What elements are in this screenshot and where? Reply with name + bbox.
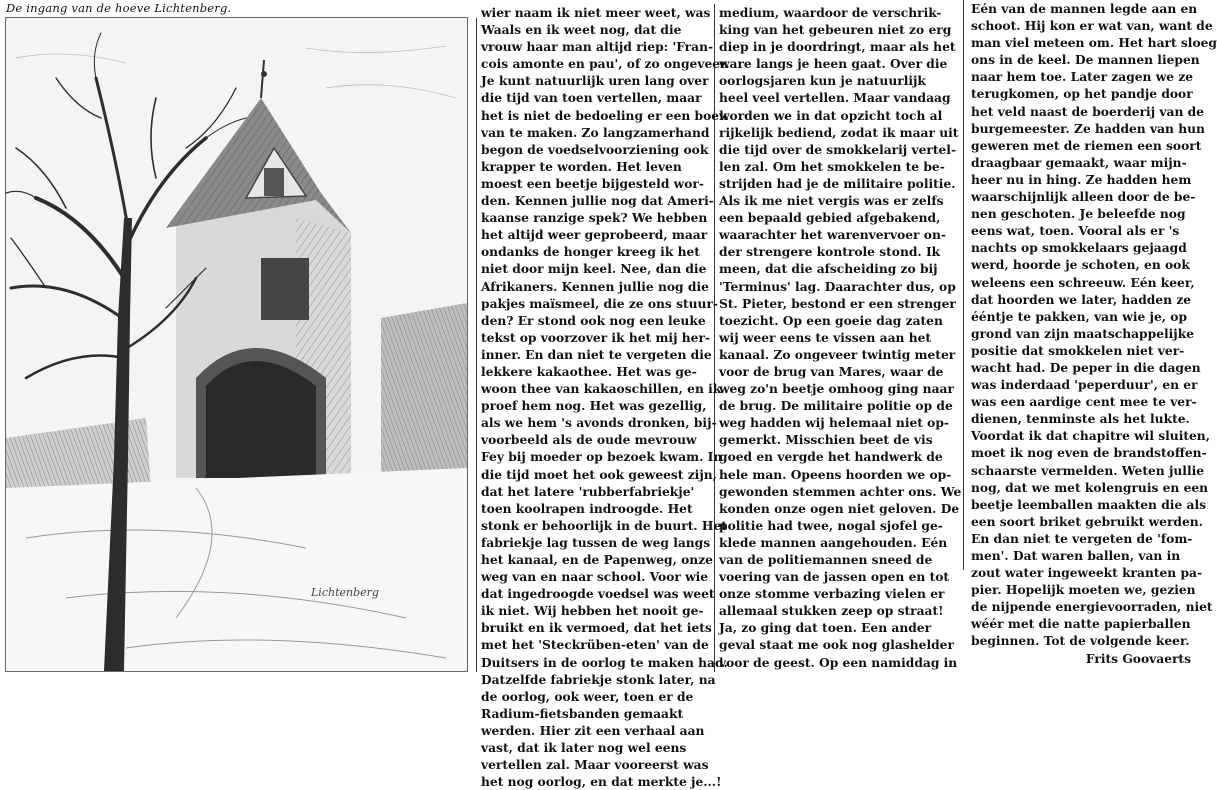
article-line: die tijd van toen vertellen, maar [481,90,702,106]
article-line: dienen, tenminste als het lukte. [971,411,1190,427]
article-line: strijden had je de militaire politie. [719,175,956,191]
article-line: voorbeeld als de oude mevrouw [481,432,697,448]
article-line: rijkelijk bediend, zodat ik maar uit [719,124,959,140]
article-line: cois amonte en pau', of zo ongeveer. [481,56,730,72]
article-line: een bepaald gebied afgebakend, [719,210,941,226]
article-line: konden onze ogen niet geloven. De [719,500,960,516]
article-column-1 [481,4,730,790]
article-line: meen, dat die afscheiding zo bij [719,261,938,277]
article-line: St. Pieter, bestond er een strenger [719,295,956,311]
article-line: het is niet de bedoeling er een boek [481,107,728,123]
article-line: weleens een schreeuw. Eén keer, [971,274,1195,290]
article-line: worden we in dat opzicht toch al [719,107,943,123]
article-line: wier naam ik niet meer weet, was [481,5,711,20]
article-line: bruikt en ik vermoed, dat het iets [481,620,712,636]
article-line: toezicht. Op een goeie dag zaten [719,312,943,328]
article-line: allemaal stukken zeep op straat! [719,603,944,619]
article-line: zout water ingeweekt kranten pa- [971,565,1203,581]
article-line: stonk er behoorlijk in de buurt. Het [481,517,727,533]
article-line: politie had twee, nogal sjofel ge- [719,517,943,533]
article-line: was een aardige cent mee te ver- [971,394,1197,410]
article-line: het altijd weer geprobeerd, maar [481,227,708,243]
article-line: weg hadden wij helemaal niet op- [719,415,950,431]
article-line: len zal. Om het smokkelen te be- [719,158,945,174]
article-line: niet door mijn keel. Nee, dan die [481,261,707,277]
article-line: geval staat me ook nog glashelder [719,637,954,653]
article-line: ondanks de honger kreeg ik het [481,244,700,260]
column-rule-3 [963,0,964,570]
article-line: van de politiemannen sneed de [719,552,933,567]
article-line: moest een beetje bijgesteld wor- [481,175,704,191]
article-line: medium, waardoor de verschrik- [719,5,942,20]
article-line: proef hem nog. Het was gezellig, [481,398,707,414]
article-line: toen koolrapen indroogde. Het [481,500,693,516]
article-line: Waals en ik weet nog, dat die [481,22,682,38]
article-line: hele man. Opeens hoorden we op- [719,466,952,482]
article-line: wacht had. De peper in die dagen [971,359,1201,375]
article-line: Afrikaners. Kennen jullie nog die [481,278,709,294]
article-line: dat hoorden we later, hadden ze [971,291,1192,307]
article-line: En dan niet te vergeten de 'fom- [971,530,1193,546]
article-line: schoot. Hij kon er wat van, want de [971,18,1213,34]
article-line: begon de voedselvoorziening ook [481,141,709,157]
article-line: Voordat ik dat chapitre wil sluiten, [971,428,1210,444]
article-line: ons in de keel. De mannen liepen [971,52,1200,68]
article-line: Eén van de mannen legde aan en [971,1,1198,16]
article-line: eens wat, toen. Vooral als er 's [971,223,1180,239]
article-line: man viel meteen om. Het hart sloeg [971,35,1217,51]
article-line: Je kunt natuurlijk uren lang over [481,73,709,89]
article-line: weg zo'n beetje omhoog ging naar [719,381,954,397]
article-line: ééntje te pakken, van wie je, op [971,308,1188,324]
article-line: heer nu in hing. Ze hadden hem [971,171,1192,187]
artist-signature: Lichtenberg [311,586,379,599]
article-line: Datzelfde fabriekje stonk later, na [481,671,716,687]
article-line: vast, dat ik later nog wel eens [481,740,687,756]
article-line: Ja, zo ging dat toen. Een ander [719,620,932,636]
article-line: naar hem toe. Later zagen we ze [971,69,1194,85]
article-line: kanaal. Zo ongeveer twintig meter [719,346,956,362]
article-line: onze stomme verbazing vielen er [719,586,945,602]
article-line: de oorlog, ook weer, toen er de [481,688,694,704]
article-line: pakjes maïsmeel, die ze ons stuur- [481,295,718,311]
article-line: het kanaal, en de Papenweg, onze [481,552,713,567]
article-line: schaarste vermelden. Weten jullie [971,462,1205,478]
article-line: draagbaar gemaakt, waar mijn- [971,154,1187,170]
article-line: vertellen zal. Maar vooreerst was [481,757,709,773]
article-line: grond van zijn maatschappelijke [971,325,1195,341]
article-line: die tijd moet het ook geweest zijn, [481,466,717,482]
article-line: pier. Hopelijk moeten we, gezien [971,582,1196,598]
article-line: 'Terminus' lag. Daarachter dus, op [719,278,956,294]
column-rule-1 [476,18,477,672]
article-line: fabriekje lag tussen de weg langs [481,534,711,550]
farm-gate-drawing [5,17,468,672]
article-line: men'. Dat waren ballen, van in [971,548,1181,563]
article-line: waarachter het warenvervoer on- [719,227,946,243]
article-line: een soort briket gebruikt werden. [971,513,1203,529]
article-line: diep in je doordringt, maar als het [719,39,956,55]
article-line: Fey bij moeder op bezoek kwam. In [481,449,723,465]
article-line: gemerkt. Misschien beet de vis [719,432,933,448]
article-line: oorlogsjaren kun je natuurlijk [719,73,926,89]
article-line: heel veel vertellen. Maar vandaag [719,90,951,106]
article-line: king van het gebeuren niet zo erg [719,22,952,38]
article-line: Als ik me niet vergis was er zelfs [719,193,944,209]
article-line: nachts op smokkelaars gejaagd [971,240,1187,256]
article-line: kaanse ranzige spek? We hebben [481,210,708,226]
article-line: met het 'Steckrüben-eten' van de [481,637,709,653]
article-line: werden. Hier zit een verhaal aan [481,722,705,738]
article-line: wéér met die natte papierballen [971,616,1191,632]
article-line: beginnen. Tot de volgende keer. [971,633,1190,649]
article-line: was inderdaad 'peperduur', en er [971,377,1198,393]
article-line: die tijd over de smokkelarij vertel- [719,141,957,157]
article-line: klede mannen aangehouden. Eén [719,534,948,550]
illustration-caption: De ingang van de hoeve Lichtenberg. [6,1,232,15]
article-line: beetje leemballen maakten die als [971,496,1206,512]
article-line: krapper te worden. Het leven [481,158,682,174]
article-line: ware langs je heen gaat. Over die [719,56,948,72]
article-line: Radium-fietsbanden gemaakt [481,705,684,721]
article-line: tekst op voorzover ik het mij her- [481,329,711,345]
article-line: waarschijnlijk alleen door de be- [971,189,1196,205]
article-line: den? Er stond ook nog een leuke [481,312,706,328]
article-line: den. Kennen jullie nog dat Ameri- [481,193,714,209]
article-line: geweren met de riemen een soort [971,137,1202,153]
article-line: voor de geest. Op een namiddag in [719,654,958,670]
article-line: nen geschoten. Je beleefde nog [971,206,1186,222]
article-line: positie dat smokkelen niet ver- [971,342,1185,358]
article-line: voor de brug van Mares, waar de [719,363,944,379]
article-line: lekkere kakaothee. Het was ge- [481,363,697,379]
article-line: der strengere kontrole stond. Ik [719,244,941,260]
article-line: als we hem 's avonds dronken, bij- [481,415,717,431]
article-line: het veld naast de boerderij van de [971,103,1204,119]
author-byline: Frits Goovaerts [1085,650,1191,666]
article-line: het nog oorlog, en dat merkte je...! [481,774,722,790]
article-line: nog, dat we met kolengruis en een [971,479,1209,495]
article-line: gewonden stemmen achter ons. We [719,483,962,499]
article-line: de brug. De militaire politie op de [719,398,953,414]
article-column-3 [971,0,1217,667]
article-line: inner. En dan niet te vergeten die [481,346,712,362]
article-line: vrouw haar man altijd riep: 'Fran- [481,39,714,55]
article-line: ik niet. Wij hebben het nooit ge- [481,603,704,619]
article-line: goed en vergde het handwerk de [719,449,943,465]
article-line: woon thee van kakaoschillen, en ik [481,381,722,397]
article-line: wij weer eens te vissen aan het [719,329,932,345]
article-line: terugkomen, op het pandje door [971,86,1193,102]
article-line: weg van en naar school. Voor wie [481,569,709,585]
article-line: werd, hoorde je schoten, en ook [971,257,1190,273]
article-line: dat ingedroogde voedsel was weet [481,586,715,602]
article-line: voering van de jassen open en tot [719,569,950,585]
article-line: moet ik nog even de brandstoffen- [971,445,1207,461]
article-line: burgemeester. Ze hadden van hun [971,120,1205,136]
article-line: de nijpende energievoorraden, niet [971,599,1213,615]
article-column-2 [719,4,962,671]
article-line: Duitsers in de oorlog te maken had. [481,654,728,670]
article-line: dat het latere 'rubberfabriekje' [481,483,695,499]
article-line: van te maken. Zo langzamerhand [481,124,710,140]
